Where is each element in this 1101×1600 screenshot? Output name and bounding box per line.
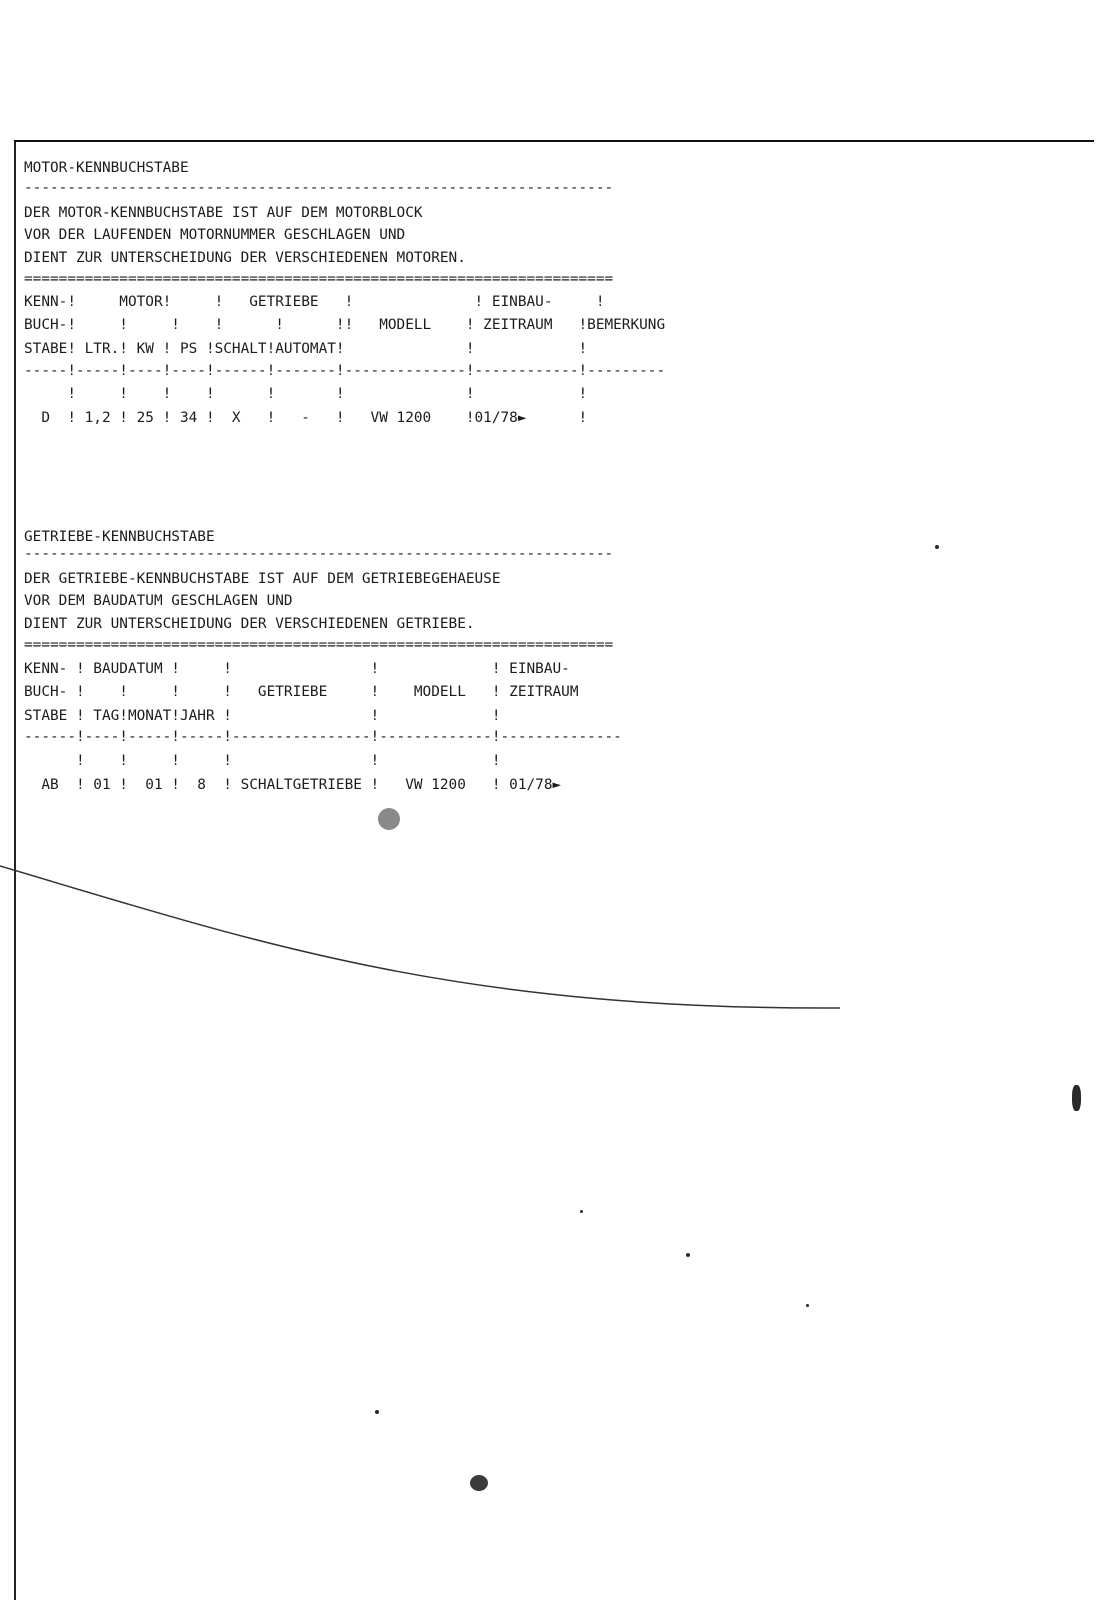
getriebe-double-rule: ==================================================================== <box>24 637 614 653</box>
getriebe-description-line-1: DER GETRIEBE-KENNBUCHSTABE IST AUF DEM GETRIEBEGEHAEUSE <box>24 571 501 587</box>
motor-section-title: MOTOR-KENNBUCHSTABE <box>24 160 189 176</box>
getriebe-description-line-2: VOR DEM BAUDATUM GESCHLAGEN UND <box>24 593 293 609</box>
getriebe-table-header-row-3: STABE ! TAG!MONAT!JAHR ! ! ! <box>24 708 501 724</box>
getriebe-table-spacer-row: ! ! ! ! ! ! <box>24 753 501 769</box>
motor-dash-rule: -------------------------------------------------------------------- <box>24 180 614 196</box>
motor-table-header-row-1: KENN-! MOTOR! ! GETRIEBE ! ! EINBAU- ! <box>24 294 605 310</box>
scan-dot <box>935 545 939 549</box>
motor-table-header-row-2: BUCH-! ! ! ! ! !! MODELL ! ZEITRAUM !BEMERKUNG <box>24 317 666 333</box>
motor-description-line-2: VOR DER LAUFENDEN MOTORNUMMER GESCHLAGEN UND <box>24 227 406 243</box>
scan-dot <box>686 1253 690 1257</box>
scan-smudge <box>378 808 400 830</box>
motor-table-separator: -----!-----!----!----!------!-------!--------------!------------!--------- <box>24 363 666 379</box>
left-border-line <box>14 142 16 1600</box>
motor-description-line-3: DIENT ZUR UNTERSCHEIDUNG DER VERSCHIEDENEN MOTOREN. <box>24 250 466 266</box>
motor-description-line-1: DER MOTOR-KENNBUCHSTABE IST AUF DEM MOTORBLOCK <box>24 205 423 221</box>
getriebe-table-separator: ------!----!-----!-----!----------------!-------------!-------------- <box>24 729 622 745</box>
scan-dot <box>806 1304 809 1307</box>
motor-table-header-row-3: STABE! LTR.! KW ! PS !SCHALT!AUTOMAT! ! ! <box>24 341 588 357</box>
getriebe-table-header-row-1: KENN- ! BAUDATUM ! ! ! ! EINBAU- <box>24 661 570 677</box>
getriebe-dash-rule: -------------------------------------------------------------------- <box>24 546 614 562</box>
scan-blot <box>1072 1085 1081 1111</box>
getriebe-table-row: AB ! 01 ! 01 ! 8 ! SCHALTGETRIEBE ! VW 1200 ! 01/78► <box>24 777 562 793</box>
getriebe-description-line-3: DIENT ZUR UNTERSCHEIDUNG DER VERSCHIEDENEN GETRIEBE. <box>24 616 475 632</box>
motor-table-row: D ! 1,2 ! 25 ! 34 ! X ! - ! VW 1200 !01/78► ! <box>24 410 588 426</box>
motor-table-spacer-row: ! ! ! ! ! ! ! ! <box>24 386 588 402</box>
getriebe-table-header-row-2: BUCH- ! ! ! ! GETRIEBE ! MODELL ! ZEITRAUM <box>24 684 579 700</box>
scan-smudge-bottom <box>470 1475 488 1491</box>
getriebe-section-title: GETRIEBE-KENNBUCHSTABE <box>24 529 215 545</box>
scan-dot <box>580 1210 583 1213</box>
motor-double-rule: ==================================================================== <box>24 271 614 287</box>
top-border-line <box>14 140 1094 142</box>
scan-dot <box>375 1410 379 1414</box>
